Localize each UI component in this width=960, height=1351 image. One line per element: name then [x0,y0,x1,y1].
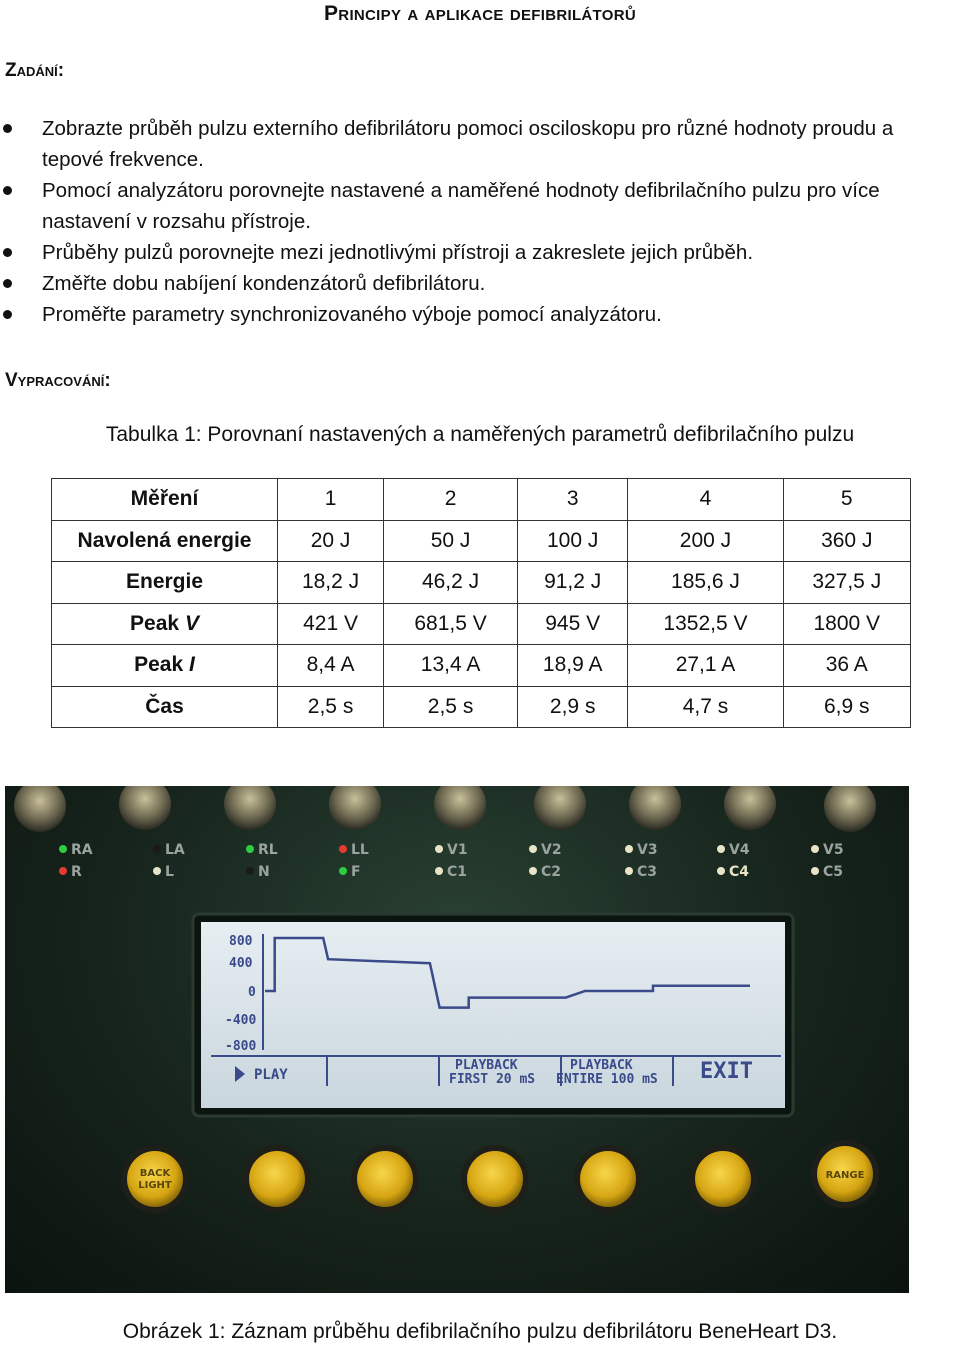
lead-label: RL [258,842,278,858]
lead-label: LA [165,842,185,858]
table-header-cell: 5 [783,479,910,521]
table-cell: 36 A [783,645,910,687]
table-cell: 360 J [783,520,910,562]
document-title: Principy a aplikace defibrilátorů [324,2,636,25]
bullet-icon [3,248,12,257]
axis-tick-label: 800 [229,934,253,949]
assignment-item: Proměřte parametry synchronizovaného výboje pomocí analyzátoru. [0,299,960,330]
lead-label: R [71,864,82,880]
table-cell: 18,9 A [517,645,627,687]
lead-label: LL [351,842,369,858]
lead-label: C4 [729,864,750,880]
assignment-list [0,113,960,330]
lead-label: V5 [823,842,844,858]
lead-label: N [258,864,270,880]
lead-label: C2 [541,864,562,880]
range-button-label: RANGE [825,1170,865,1181]
table-caption: Tabulka 1: Porovnaní nastavených a naměřených parametrů defibrilačního pulzu [105,423,855,446]
table-cell: 46,2 J [384,562,518,604]
table-row [52,645,911,687]
table-cell: 2,5 s [278,686,384,728]
table-header-cell: 1 [278,479,384,521]
table-cell: 1352,5 V [628,603,783,645]
table-cell: 27,1 A [628,645,783,687]
table-cell: 18,2 J [278,562,384,604]
bullet-icon [3,186,12,195]
table-cell: 6,9 s [783,686,910,728]
lcd-menu-exit[interactable]: EXIT [700,1059,753,1084]
row-label: Peak I [52,645,278,687]
table-row [52,686,911,728]
table-cell: 4,7 s [628,686,783,728]
table-cell: 8,4 A [278,645,384,687]
lead-label: V3 [637,842,658,858]
table-cell: 327,5 J [783,562,910,604]
soft-key-1[interactable] [249,1151,305,1207]
axis-tick-label: 0 [248,985,256,1000]
lcd-menu-first-line2[interactable]: FIRST 20 mS [449,1072,536,1087]
backlight-button[interactable] [127,1151,183,1207]
table-row [52,603,911,645]
table-cell: 681,5 V [384,603,518,645]
table-row [52,520,911,562]
table-cell: 2,9 s [517,686,627,728]
bullet-icon [3,279,12,288]
axis-tick-label: -400 [225,1013,257,1028]
hardware-buttons [121,1140,879,1213]
table-cell: 91,2 J [517,562,627,604]
table-cell: 200 J [628,520,783,562]
soft-key-5[interactable] [695,1151,751,1207]
work-heading: Vypracování: [5,370,111,391]
soft-key-3[interactable] [467,1151,523,1207]
table-cell: 1800 V [783,603,910,645]
analyzer-photo [5,786,909,1293]
assignment-item: Pomocí analyzátoru porovnejte nastavené a naměřené hodnoty defibrilačního pulzu pro více nastavení v rozsahu přístroje. [0,175,960,237]
axis-tick-label: -800 [225,1039,257,1054]
lead-jacks [14,786,876,832]
lcd-menu-play[interactable]: PLAY [254,1067,288,1083]
lead-label: C1 [447,864,468,880]
lead-label: C5 [823,864,844,880]
table-row [52,562,911,604]
lead-label: C3 [637,864,658,880]
lcd-menu-first-line1[interactable]: PLAYBACK [455,1058,518,1073]
table-cell: 945 V [517,603,627,645]
lead-label: V1 [447,842,468,858]
lead-label: V4 [729,842,750,858]
soft-key-4[interactable] [580,1151,636,1207]
lcd-menu-entire-line1[interactable]: PLAYBACK [570,1058,633,1073]
lead-label: RA [71,842,93,858]
bullet-icon [3,310,12,319]
table-header-row [52,479,911,521]
axis-tick-label: 400 [229,956,253,971]
table-cell: 2,5 s [384,686,518,728]
table-header-cell: 3 [517,479,627,521]
lead-label: V2 [541,842,562,858]
figure-caption: Obrázek 1: Záznam průběhu defibrilačního pulzu defibrilátoru BeneHeart D3. [122,1320,838,1343]
assignment-item: Průběhy pulzů porovnejte mezi jednotlivými přístroji a zakreslete jejich průběh. [0,237,960,268]
table-cell: 185,6 J [628,562,783,604]
row-label: Čas [52,686,278,728]
backlight-button-label: LIGHT [138,1180,172,1191]
assignment-item: Zobrazte průběh pulzu externího defibrilátoru pomoci osciloskopu pro různé hodnoty proudu a tepové frekvence. [0,113,960,175]
row-label: Navolená energie [52,520,278,562]
lcd-menu-entire-line2[interactable]: ENTIRE 100 mS [556,1072,658,1087]
bullet-icon [3,124,12,133]
table-cell: 50 J [384,520,518,562]
measurement-table [51,478,911,728]
table-header-cell: Měření [52,479,278,521]
lead-label: L [165,864,174,880]
soft-key-2[interactable] [357,1151,413,1207]
table-cell: 13,4 A [384,645,518,687]
analyzer-illustration [5,786,909,1293]
table-header-cell: 2 [384,479,518,521]
row-label: Peak V [52,603,278,645]
table-cell: 100 J [517,520,627,562]
lead-label: F [351,864,361,880]
assignment-heading: Zadání: [5,60,65,81]
row-label: Energie [52,562,278,604]
backlight-button-label: BACK [139,1168,171,1179]
table-header-cell: 4 [628,479,783,521]
table-cell: 20 J [278,520,384,562]
table-cell: 421 V [278,603,384,645]
assignment-item: Změřte dobu nabíjení kondenzátorů defibrilátoru. [0,268,960,299]
